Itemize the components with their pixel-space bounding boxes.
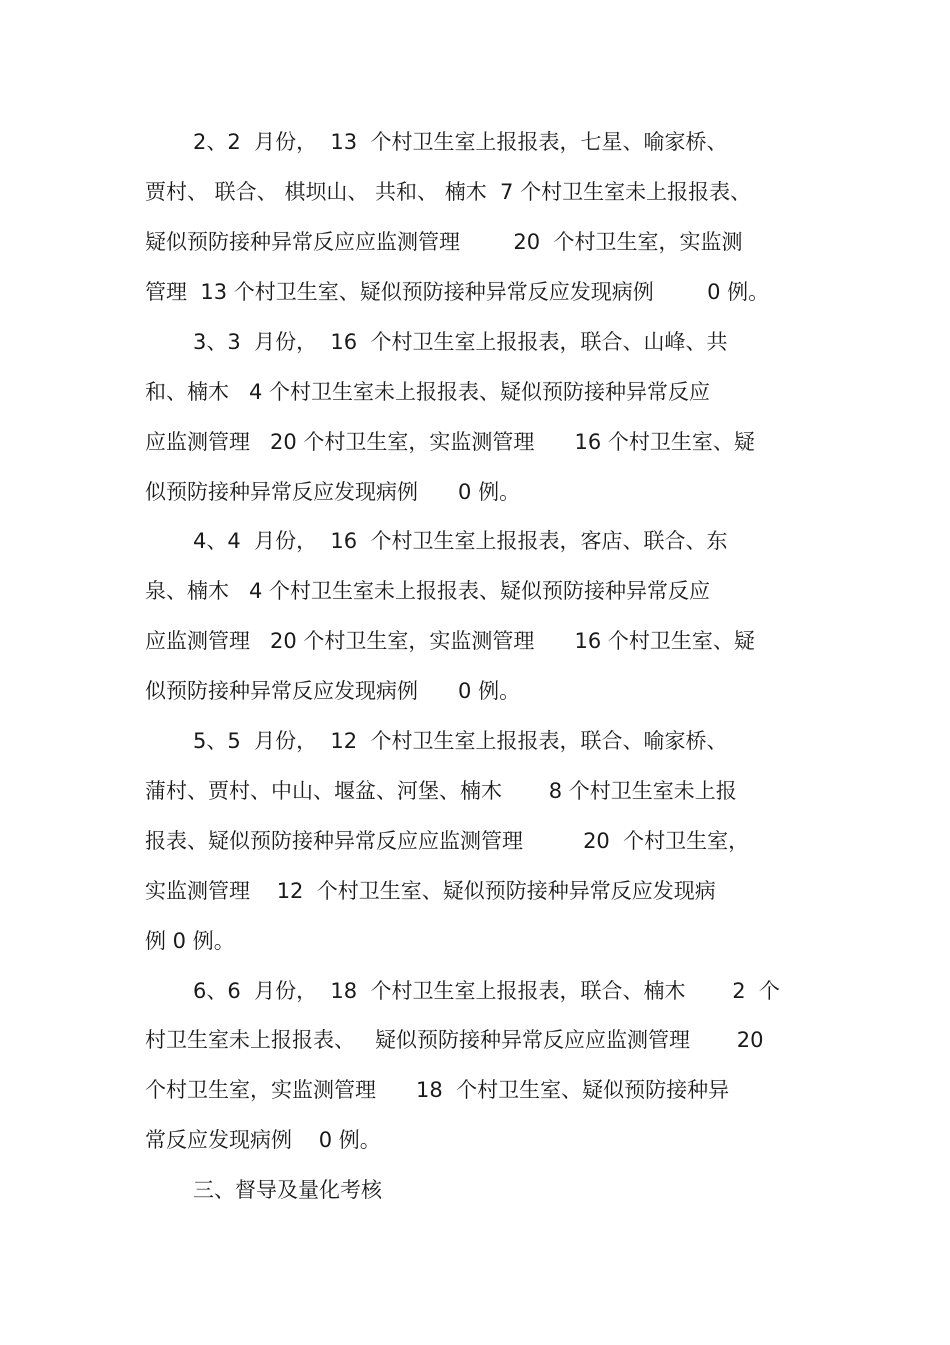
paragraph-3-line-4: 似预防接种异常反应发现病例 0 例。 xyxy=(145,480,521,504)
paragraph-2-line-1: 2、2 月份， 13 个村卫生室上报报表，七星、喻家桥、 xyxy=(193,130,728,154)
paragraph-6-line-1: 6、6 月份， 18 个村卫生室上报报表，联合、楠木 2 个 xyxy=(193,979,780,1003)
paragraph-3-line-1: 3、3 月份， 16 个村卫生室上报报表，联合、山峰、共 xyxy=(193,330,728,354)
paragraph-4-line-3: 应监测管理 20 个村卫生室，实监测管理 16 个村卫生室、疑 xyxy=(145,629,755,653)
paragraph-2-line-2: 贾村、 联合、 棋坝山、 共和、 楠木 7 个村卫生室未上报报表、 xyxy=(145,180,752,204)
paragraph-4-line-1: 4、4 月份， 16 个村卫生室上报报表，客店、联合、东 xyxy=(193,529,728,553)
paragraph-5-line-2: 蒲村、贾村、中山、堰盆、河堡、楠木 8 个村卫生室未上报 xyxy=(145,779,737,803)
paragraph-3-line-3: 应监测管理 20 个村卫生室，实监测管理 16 个村卫生室、疑 xyxy=(145,430,755,454)
paragraph-4-line-4: 似预防接种异常反应发现病例 0 例。 xyxy=(145,679,521,703)
paragraph-5-line-4: 实监测管理 12 个村卫生室、疑似预防接种异常反应发现病 xyxy=(145,879,716,903)
paragraph-6-line-3: 个村卫生室，实监测管理 18 个村卫生室、疑似预防接种异 xyxy=(145,1078,730,1102)
paragraph-3-line-2: 和、楠木 4 个村卫生室未上报报表、疑似预防接种异常反应 xyxy=(145,380,711,404)
paragraph-5-line-5: 例 0 例。 xyxy=(145,929,235,953)
paragraph-5-line-1: 5、5 月份， 12 个村卫生室上报报表，联合、喻家桥、 xyxy=(193,729,728,753)
section-heading: 三、督导及量化考核 xyxy=(193,1178,382,1202)
paragraph-6-line-2: 村卫生室未上报报表、 疑似预防接种异常反应应监测管理 20 xyxy=(145,1028,764,1052)
paragraph-4-line-2: 泉、楠木 4 个村卫生室未上报报表、疑似预防接种异常反应 xyxy=(145,579,711,603)
paragraph-2-line-3: 疑似预防接种异常反应应监测管理 20 个村卫生室，实监测 xyxy=(145,230,743,254)
paragraph-5-line-3: 报表、疑似预防接种异常反应应监测管理 20 个村卫生室， xyxy=(145,829,750,853)
paragraph-6-line-4: 常反应发现病例 0 例。 xyxy=(145,1128,381,1152)
paragraph-2-line-4: 管理 13 个村卫生室、疑似预防接种异常反应发现病例 0 例。 xyxy=(145,280,770,304)
